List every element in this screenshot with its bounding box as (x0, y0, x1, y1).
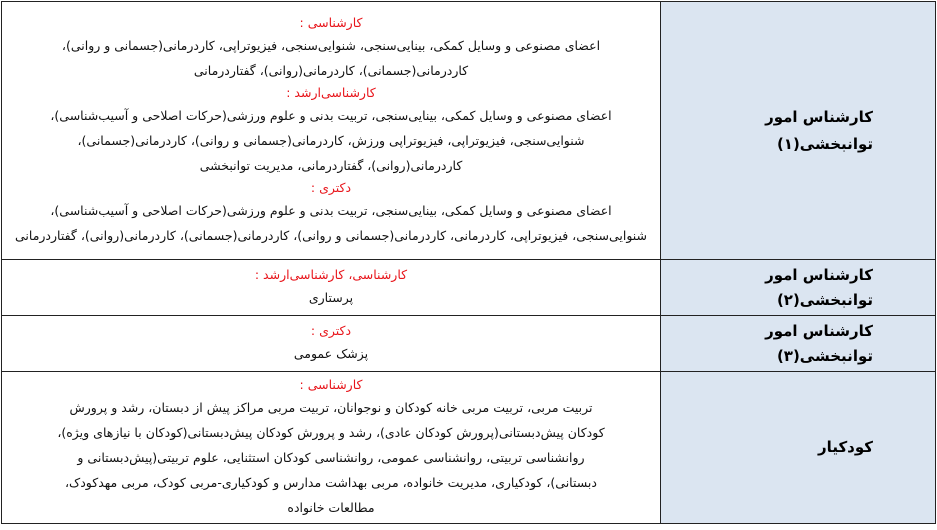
field-line: اعضای مصنوعی و وسایل کمکی، بینایی‌سنجی، شنوایی‌سنجی، فیزیوتراپی، کاردرمانی(جسمانی و روانی)، (61, 38, 601, 53)
degree-level: کارشناسی، کارشناسی‌ارشد : (254, 267, 408, 282)
degree-level: کارشناسی‌ارشد : (286, 85, 376, 100)
field-line: کاردرمانی(روانی)، گفتاردرمانی، مدیریت توانبخشی (199, 158, 463, 173)
degree-level: دکتری : (310, 323, 352, 338)
education-cell (2, 316, 661, 372)
job-title-line: کارشناس امور (765, 321, 873, 340)
job-title-cell (661, 2, 936, 260)
education-cell (2, 372, 661, 524)
education-cell (2, 2, 661, 260)
education-cell (2, 260, 661, 316)
table-row (2, 316, 936, 372)
job-title-line: کارشناس امور (765, 265, 873, 284)
job-title-line: کارشناس امور (765, 107, 873, 126)
field-line: شنوایی‌سنجی، فیزیوتراپی، فیزیوتراپی ورزش، کاردرمانی(جسمانی و روانی)، کاردرمانی(جسمانی)، (77, 133, 585, 148)
field-line: مطالعات خانواده (287, 500, 375, 515)
job-title-cell (661, 316, 936, 372)
table-row (2, 372, 936, 524)
job-title-line: توانبخشی(۲) (776, 290, 873, 309)
field-line: کاردرمانی(جسمانی)، کاردرمانی(روانی)، گفتاردرمانی (193, 63, 469, 78)
job-title-cell (661, 260, 936, 316)
job-title-cell (661, 372, 936, 524)
degree-level: کارشناسی : (299, 15, 363, 30)
field-line: دبستانی)، کودکیاری، مدیریت خانواده، مربی بهداشت مدارس و کودکیاری-مربی کودک، مربی مهدکودک، (65, 475, 597, 490)
job-title-line: توانبخشی(۳) (776, 346, 873, 365)
field-line: اعضای مصنوعی و وسایل کمکی، بینایی‌سنجی، تربیت بدنی و علوم ورزشی(حرکات اصلاحی و آسیب‌شناسی)، (50, 108, 612, 123)
table-row (2, 2, 936, 260)
field-line: پزشک عمومی (293, 346, 369, 361)
field-line: اعضای مصنوعی و وسایل کمکی، بینایی‌سنجی، تربیت بدنی و علوم ورزشی(حرکات اصلاحی و آسیب‌شناسی)، (50, 203, 612, 218)
field-line: شنوایی‌سنجی، فیزیوتراپی، کاردرمانی، کاردرمانی(جسمانی و روانی)، کاردرمانی(جسمانی)، کاردرمانی(روانی)، گفتاردرمانی (14, 228, 648, 243)
degree-level: کارشناسی : (299, 377, 363, 392)
degree-level: دکتری : (310, 180, 352, 195)
field-line: کودکان پیش‌دبستانی(پرورش کودکان عادی)، رشد و پرورش کودکان پیش‌دبستانی(کودکان با نیازهای ویژه)، (57, 425, 605, 440)
job-title-line: توانبخشی(۱) (776, 134, 873, 153)
table-row (2, 260, 936, 316)
field-line: پرستاری (308, 290, 354, 305)
field-line: روانشناسی تربیتی، روانشناسی عمومی، روانشناسی کودکان استثنایی، علوم تربیتی(پیش‌دبستانی و (77, 450, 585, 465)
job-title-line: کودکیار (818, 438, 873, 456)
requirements-table (1, 1, 936, 524)
field-line: تربیت مربی، تربیت مربی خانه کودکان و نوجوانان، تربیت مربی مراکز پیش از دبستان، رشد و پرورش (69, 400, 593, 415)
